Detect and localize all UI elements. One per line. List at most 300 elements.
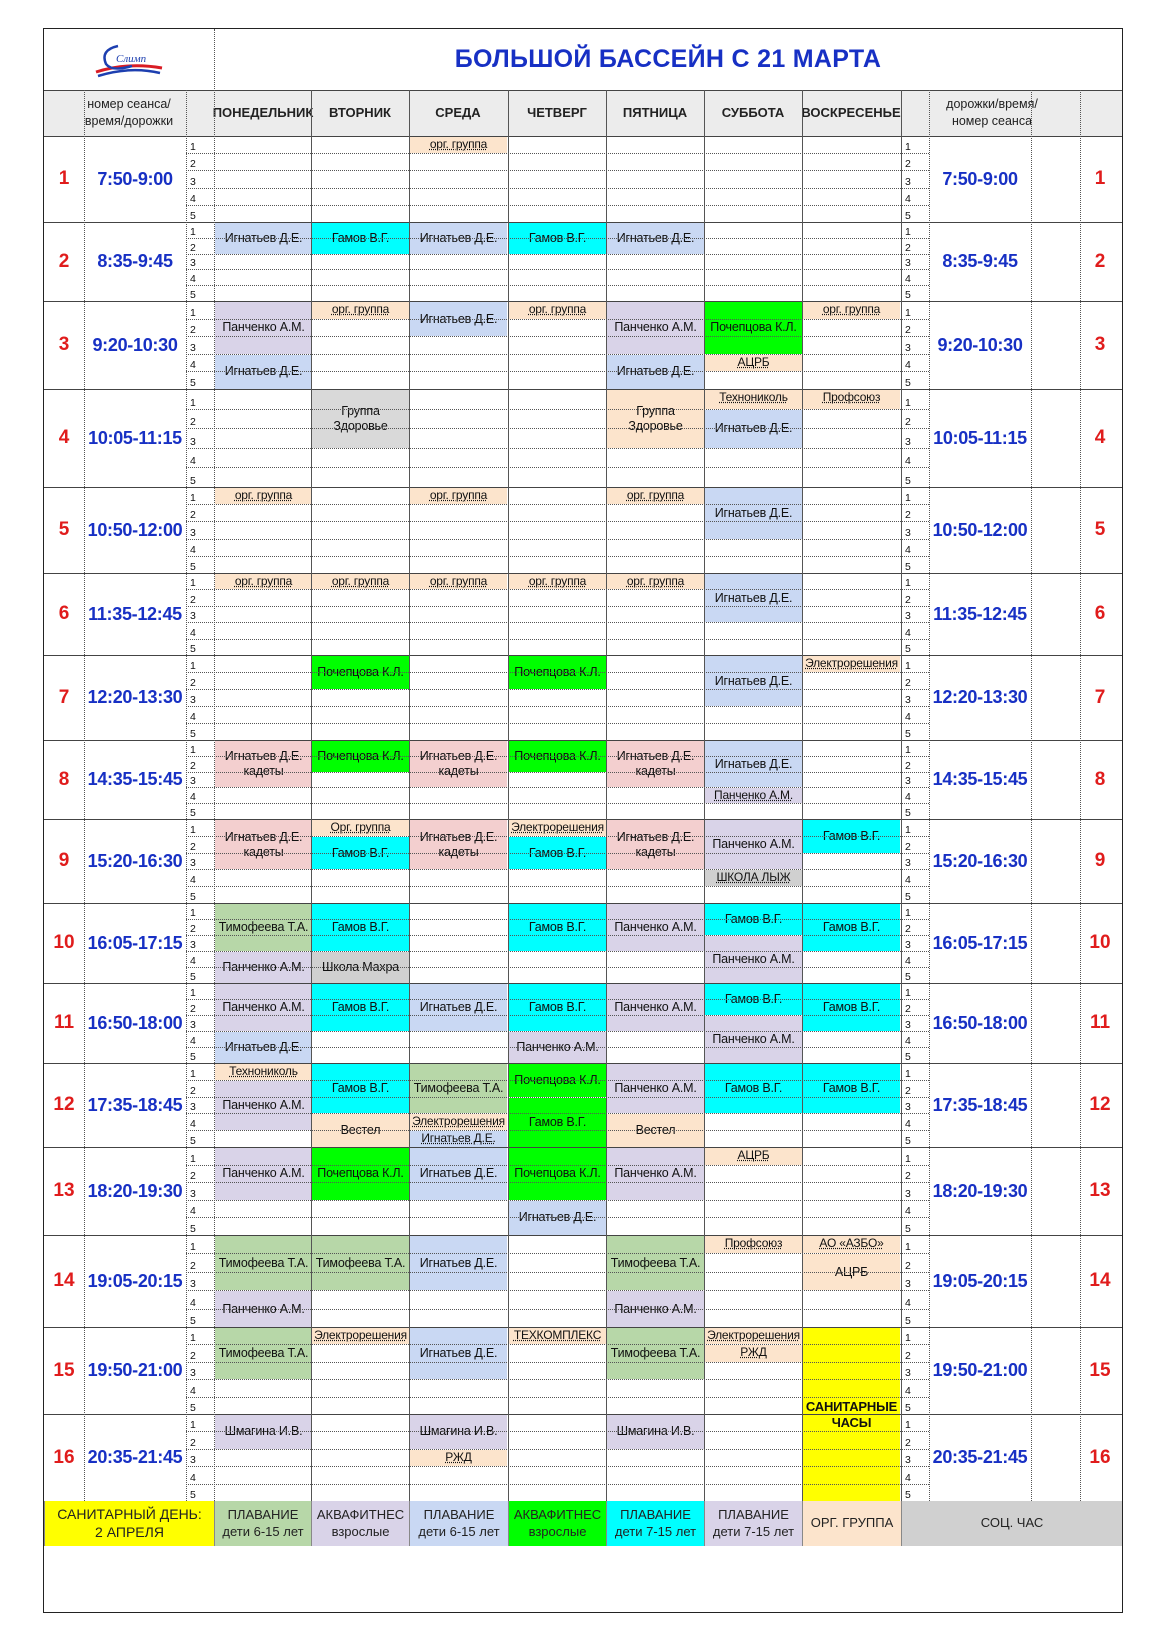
lane-number: 3	[190, 1019, 196, 1031]
lane-number: 5	[905, 643, 911, 655]
schedule-entry: Технониколь	[705, 390, 802, 409]
column-divider	[84, 90, 85, 1501]
lane-divider	[186, 428, 929, 429]
lane-divider	[186, 371, 929, 372]
legend-line: 2 АПРЕЛЯ	[95, 1523, 164, 1540]
lane-number: 5	[905, 1402, 911, 1414]
lane-number: 1	[905, 823, 911, 836]
schedule-entry: Гамов В.Г.	[705, 1064, 802, 1113]
lane-number: 1	[905, 1241, 911, 1254]
lane-divider	[186, 170, 929, 171]
lane-number: 4	[190, 1296, 196, 1309]
schedule-entry: Игнатьев Д.Е. кадеты	[607, 741, 704, 787]
lane-divider	[186, 999, 929, 1000]
session-number: 16	[1089, 1446, 1111, 1468]
lane-number: 1	[190, 1332, 196, 1345]
lane-number: 2	[905, 1003, 911, 1015]
schedule-entry: Электрорешения	[705, 1328, 802, 1344]
schedule-entry: Панченко А.М.	[215, 1291, 312, 1327]
schedule-entry: Гамов В.Г.	[312, 837, 409, 870]
session-number: 3	[58, 334, 70, 355]
schedule-entry: Игнатьев Д.Е.	[509, 1201, 606, 1235]
schedule-entry: Игнатьев Д.Е.	[215, 223, 312, 254]
session-time: 10:50-12:00	[932, 519, 1028, 540]
schedule-entry: Почепцова К.Л.	[509, 741, 606, 772]
legend-line: дети 6-15 лет	[418, 1523, 500, 1539]
lane-number: 5	[905, 377, 911, 389]
lane-divider	[186, 1344, 929, 1345]
lane-number: 4	[190, 1471, 196, 1484]
legend-item	[311, 1501, 409, 1546]
schedule-entry: Почепцова К.Л.	[705, 302, 802, 354]
lane-number: 4	[190, 955, 196, 967]
schedule-entry: орг. группа	[509, 574, 606, 589]
lane-divider	[186, 951, 929, 952]
lane-number: 5	[905, 289, 911, 301]
lane-number: 5	[190, 1223, 196, 1235]
schedule-entry: Тимофеева Т.А.	[607, 1328, 704, 1379]
lane-number: 2	[190, 840, 196, 853]
session-number: 10	[1089, 932, 1111, 953]
session-time: 15:20-16:30	[932, 850, 1028, 871]
lane-number: 3	[190, 1101, 196, 1114]
lane-number: 2	[905, 759, 911, 772]
schedule-entry: Группа Здоровье	[607, 390, 704, 448]
header-divider	[44, 136, 1122, 137]
lane-number: 2	[190, 241, 196, 254]
lane-number: 4	[905, 711, 911, 723]
session-time: 7:50-9:00	[942, 168, 1018, 189]
lane-number: 2	[905, 1170, 911, 1183]
day-header-4: ПЯТНИЦА	[622, 105, 688, 121]
lane-divider	[186, 269, 929, 270]
lane-number: 1	[905, 1152, 911, 1165]
lane-number: 1	[190, 306, 196, 319]
lane-divider	[186, 319, 929, 320]
schedule-entry: Игнатьев Д.Е.	[607, 355, 704, 389]
lane-number: 4	[905, 543, 911, 556]
lane-number: 2	[190, 1170, 196, 1183]
schedule-entry: орг. группа	[312, 302, 409, 319]
lane-divider	[186, 1253, 929, 1254]
session-number: 15	[1089, 1359, 1111, 1381]
lane-number: 1	[905, 225, 911, 238]
schedule-entry: Вестел	[312, 1114, 409, 1147]
lane-number: 4	[905, 359, 911, 372]
session-time: 19:50-21:00	[932, 1360, 1028, 1380]
lane-divider	[186, 1200, 929, 1201]
schedule-entry: Панченко А.М.	[215, 952, 312, 983]
page-title: БОЛЬШОЙ БАССЕЙН С 21 МАРТА	[454, 45, 882, 73]
lane-divider	[186, 723, 929, 724]
lane-divider	[186, 354, 929, 355]
lane-number: 2	[190, 1003, 196, 1015]
lane-number: 2	[190, 593, 196, 606]
lane-divider	[186, 254, 929, 255]
lane-number: 2	[190, 1259, 196, 1272]
lane-divider	[186, 1431, 929, 1432]
lane-divider	[186, 1362, 929, 1363]
lane-number: 4	[905, 1296, 911, 1309]
lane-number: 3	[190, 857, 196, 870]
lane-number: 3	[905, 1019, 911, 1031]
schedule-entry: Панченко А.М.	[215, 1081, 312, 1130]
schedule-entry: Гамов В.Г.	[803, 820, 900, 853]
lane-number: 1	[905, 492, 911, 505]
session-number: 6	[1094, 603, 1106, 624]
session-time: 10:05-11:15	[88, 427, 182, 448]
schedule-entry: Тимофеева Т.А.	[312, 1236, 409, 1290]
lane-number: 1	[905, 1332, 911, 1345]
lane-number: 1	[905, 907, 911, 919]
schedule-entry: АЦРБ	[705, 355, 802, 372]
schedule-entry: Гамов В.Г.	[312, 1064, 409, 1113]
legend-item	[901, 1501, 1122, 1546]
lane-divider	[186, 409, 929, 410]
lane-divider	[186, 188, 929, 189]
schedule-entry: Гамов В.Г.	[509, 837, 606, 870]
lane-number: 1	[905, 396, 911, 409]
lane-divider	[186, 448, 929, 449]
schedule-entry: Игнатьев Д.Е.	[410, 1148, 507, 1200]
lane-divider	[186, 1097, 929, 1098]
lane-number: 3	[190, 1454, 196, 1467]
lane-number: 4	[905, 1118, 911, 1131]
lane-number: 1	[190, 1419, 196, 1432]
lane-number: 2	[190, 1349, 196, 1362]
schedule-entry: Тимофеева Т.А.	[215, 1328, 312, 1379]
session-time: 16:50-18:00	[932, 1012, 1028, 1033]
schedule-entry: Игнатьев Д.Е.	[705, 410, 802, 448]
schedule-entry: Панченко А.М.	[509, 1032, 606, 1063]
lane-number: 4	[905, 955, 911, 967]
day-header-0: ПОНЕДЕЛЬНИК	[212, 105, 314, 121]
schedule-entry: орг. группа	[509, 302, 606, 319]
schedule-entry: Школа Махра	[312, 952, 409, 983]
lane-number: 1	[905, 141, 911, 154]
lane-divider	[186, 1272, 929, 1273]
schedule-entry: АО «АЗБО»	[803, 1236, 900, 1253]
session-time: 16:05-17:15	[932, 932, 1028, 953]
lane-number: 2	[905, 840, 911, 853]
lane-number: 5	[190, 1315, 196, 1327]
lane-divider	[186, 787, 929, 788]
legend-line: взрослые	[331, 1523, 390, 1539]
session-number: 12	[53, 1094, 75, 1115]
lane-number: 3	[905, 257, 911, 270]
schedule-entry: орг. группа	[312, 574, 409, 589]
schedule-entry: орг. группа	[607, 574, 704, 589]
legend-line: ОРГ. ГРУППА	[810, 1515, 894, 1531]
schedule-entry: Игнатьев Д.Е.	[410, 1236, 507, 1290]
session-number: 5	[1094, 519, 1106, 540]
session-number: 8	[58, 768, 70, 790]
sanitary-hours-block: САНИТАРНЫЕ ЧАСЫ	[803, 1328, 900, 1501]
lane-number: 5	[190, 728, 196, 740]
legend-line: ПЛАВАНИЕ	[620, 1507, 691, 1523]
lane-number: 3	[190, 341, 196, 354]
lane-number: 3	[905, 526, 911, 539]
lane-divider	[186, 1466, 929, 1467]
schedule-entry: Тимофеева Т.А.	[215, 1236, 312, 1290]
column-divider	[409, 90, 410, 1501]
lane-divider	[186, 853, 929, 854]
lane-divider	[186, 836, 929, 837]
lane-number: 3	[905, 1101, 911, 1114]
lane-divider	[186, 238, 929, 239]
lane-divider	[186, 967, 929, 968]
day-header-5: СУББОТА	[721, 105, 785, 121]
lane-number: 2	[905, 509, 911, 522]
schedule-entry: Гамов В.Г.	[803, 1064, 900, 1113]
session-number: 7	[58, 686, 70, 708]
schedule-entry: Игнатьев Д.Е. кадеты	[215, 820, 312, 869]
lane-number: 5	[905, 1051, 911, 1063]
schedule-entry: Игнатьев Д.Е.	[705, 741, 802, 787]
lane-number: 4	[905, 273, 911, 286]
session-number: 16	[53, 1446, 75, 1468]
legend-item	[44, 1501, 214, 1546]
schedule-entry: Игнатьев Д.Е.	[705, 574, 802, 622]
lane-number: 5	[190, 289, 196, 301]
schedule-entry: ШКОЛА ЛЫЖ	[705, 870, 802, 886]
lane-divider	[186, 756, 929, 757]
schedule-entry: Игнатьев Д.Е.	[410, 984, 507, 1031]
schedule-entry: Почепцова К.Л.	[312, 656, 409, 689]
lane-number: 2	[905, 923, 911, 935]
session-number: 10	[53, 932, 75, 953]
legend-line: взрослые	[528, 1523, 587, 1539]
lane-number: 4	[190, 791, 196, 804]
lane-number: 4	[190, 711, 196, 723]
lane-number: 4	[905, 1384, 911, 1397]
lane-number: 2	[190, 158, 196, 171]
lane-number: 4	[905, 192, 911, 205]
lane-number: 2	[190, 416, 196, 429]
session-time: 7:50-9:00	[97, 168, 173, 189]
lane-divider	[186, 1015, 929, 1016]
lane-number: 3	[190, 175, 196, 188]
session-time: 17:35-18:45	[87, 1094, 183, 1115]
lane-number: 1	[190, 1241, 196, 1254]
column-divider	[802, 90, 803, 1501]
schedule-entry: Игнатьев Д.Е.	[607, 223, 704, 254]
session-time: 18:20-19:30	[932, 1180, 1028, 1201]
lane-number: 3	[190, 1367, 196, 1380]
lane-number: 1	[905, 743, 911, 756]
lane-number: 3	[905, 939, 911, 951]
title-divider	[44, 90, 1122, 91]
legend-item	[508, 1501, 606, 1546]
session-number: 2	[58, 250, 70, 272]
session-time: 18:20-19:30	[87, 1180, 183, 1201]
legend-line: дети 7-15 лет	[614, 1523, 697, 1539]
lane-number: 5	[905, 475, 911, 487]
session-time: 11:35-12:45	[88, 603, 182, 624]
lane-number: 2	[190, 923, 196, 935]
lane-number: 3	[190, 939, 196, 951]
schedule-entry: Игнатьев Д.Е.	[410, 1328, 507, 1379]
legend-line: СОЦ. ЧАС	[980, 1515, 1044, 1531]
session-time: 11:35-12:45	[933, 603, 1027, 624]
legend-item	[606, 1501, 704, 1546]
lane-divider	[186, 589, 929, 590]
lane-number: 5	[190, 971, 196, 983]
lane-number: 5	[190, 561, 196, 573]
lane-number: 2	[190, 324, 196, 337]
lane-number: 3	[190, 1187, 196, 1200]
schedule-entry: Панченко А.М.	[215, 302, 312, 354]
lane-number: 1	[190, 1067, 196, 1080]
lane-number: 5	[905, 807, 911, 819]
schedule-entry: ТЕХКОМПЛЕКС	[509, 1328, 606, 1344]
lane-number: 5	[190, 1489, 196, 1501]
lane-number: 1	[905, 660, 911, 672]
schedule-entry: Игнатьев Д.Е. кадеты	[607, 820, 704, 869]
session-time: 20:35-21:45	[932, 1447, 1028, 1467]
session-time: 8:35-9:45	[942, 251, 1018, 271]
lane-number: 5	[905, 971, 911, 983]
session-time: 19:50-21:00	[87, 1360, 183, 1380]
lane-divider	[186, 1113, 929, 1114]
lane-number: 3	[905, 175, 911, 188]
schedule-entry: Орг. группа	[312, 820, 409, 836]
lane-number: 1	[905, 987, 911, 999]
session-number: 15	[53, 1359, 75, 1381]
schedule-entry: Игнатьев Д.Е. кадеты	[410, 741, 507, 787]
lane-divider	[186, 205, 929, 206]
session-number: 9	[58, 850, 70, 871]
lane-number: 3	[190, 775, 196, 788]
lane-number: 2	[190, 1436, 196, 1449]
logo-cell	[44, 29, 214, 90]
lane-number: 4	[190, 1118, 196, 1131]
column-divider	[1080, 90, 1081, 1501]
lane-number: 4	[190, 874, 196, 887]
session-number: 4	[58, 427, 70, 448]
lane-number: 1	[190, 396, 196, 409]
lane-divider	[186, 1290, 929, 1291]
schedule-entry: Почепцова К.Л.	[312, 1148, 409, 1200]
schedule-entry: орг. группа	[215, 574, 312, 589]
lane-divider	[186, 504, 929, 505]
schedule-entry: Игнатьев Д.Е.	[410, 1131, 507, 1147]
lane-number: 1	[190, 577, 196, 590]
lane-divider	[186, 706, 929, 707]
schedule-entry: Игнатьев Д.Е.	[215, 1032, 312, 1063]
lane-number: 4	[190, 543, 196, 556]
lane-number: 3	[190, 435, 196, 448]
legend-line: дети 6-15 лет	[222, 1523, 304, 1539]
schedule-entry: Панченко А.М.	[607, 1291, 704, 1327]
lane-divider	[186, 467, 929, 468]
session-number: 13	[53, 1180, 75, 1201]
schedule-entry: Технониколь	[215, 1064, 312, 1080]
lane-number: 2	[905, 324, 911, 337]
schedule-entry: Панченко А.М.	[215, 1148, 312, 1200]
lane-number: 4	[190, 455, 196, 468]
schedule-entry: Электрорешения	[803, 656, 900, 672]
session-number: 9	[1094, 850, 1106, 871]
lane-number: 1	[190, 743, 196, 756]
schedule-entry: Игнатьев Д.Е.	[410, 223, 507, 254]
lane-number: 1	[905, 1067, 911, 1080]
session-time: 19:05-20:15	[87, 1270, 183, 1291]
column-divider	[186, 90, 187, 1501]
lane-number: 2	[190, 1084, 196, 1097]
session-time: 17:35-18:45	[932, 1094, 1028, 1115]
schedule-entry: Панченко А.М.	[607, 1064, 704, 1113]
lane-number: 5	[905, 1135, 911, 1147]
lane-number: 3	[905, 1278, 911, 1291]
lane-number: 5	[905, 1315, 911, 1327]
schedule-entry: Гамов В.Г.	[509, 1098, 606, 1147]
schedule-entry: Электрорешения	[410, 1114, 507, 1130]
lane-number: 1	[905, 1419, 911, 1432]
lane-divider	[186, 336, 929, 337]
day-header-3: ЧЕТВЕРГ	[527, 105, 587, 121]
schedule-entry: Шмагина И.В.	[215, 1415, 312, 1449]
lane-number: 5	[190, 210, 196, 222]
lane-number: 5	[190, 807, 196, 819]
lane-number: 5	[190, 643, 196, 655]
lane-number: 5	[905, 728, 911, 740]
schedule-entry: Профсоюз	[803, 390, 900, 409]
schedule-entry: АЦРБ	[803, 1254, 900, 1290]
session-time: 14:35-15:45	[87, 769, 183, 789]
lane-number: 4	[190, 1035, 196, 1047]
legend-line: ПЛАВАНИЕ	[227, 1507, 299, 1523]
column-divider	[508, 90, 509, 1501]
lane-number: 5	[190, 1051, 196, 1063]
session-time: 9:20-10:30	[937, 334, 1023, 355]
lane-number: 5	[905, 1223, 911, 1235]
lane-number: 3	[905, 610, 911, 623]
lane-number: 2	[190, 509, 196, 522]
schedule-entry: Панченко А.М.	[607, 904, 704, 951]
column-divider	[901, 90, 902, 1501]
schedule-entry: РЖД	[705, 1345, 802, 1361]
header-left: номер сеанса/ время/дорожки	[84, 97, 174, 128]
lane-number: 2	[905, 677, 911, 689]
lane-number: 3	[905, 341, 911, 354]
lane-number: 4	[905, 1035, 911, 1047]
lane-divider	[186, 1031, 929, 1032]
lane-divider	[186, 886, 929, 887]
lane-number: 4	[190, 1205, 196, 1218]
schedule-entry: Почепцова К.Л.	[509, 1064, 606, 1097]
schedule-entry: Группа Здоровье	[312, 390, 409, 448]
lane-divider	[186, 606, 929, 607]
schedule-entry: Панченко А.М.	[607, 984, 704, 1031]
lane-number: 4	[190, 1384, 196, 1397]
lane-divider	[186, 1217, 929, 1218]
schedule-entry: Игнатьев Д.Е.	[705, 488, 802, 539]
lane-number: 1	[190, 1152, 196, 1165]
lane-number: 2	[905, 1349, 911, 1362]
lane-number: 1	[905, 577, 911, 590]
session-number: 14	[53, 1270, 75, 1291]
schedule-entry: Игнатьев Д.Е. кадеты	[410, 820, 507, 869]
schedule-entry: Гамов В.Г.	[803, 904, 900, 951]
schedule-entry: Тимофеева Т.А.	[410, 1064, 507, 1113]
lane-number: 2	[190, 677, 196, 689]
svg-text:Слимп: Слимп	[116, 52, 147, 65]
lane-number: 3	[190, 257, 196, 270]
lane-number: 5	[190, 475, 196, 487]
lane-number: 1	[190, 660, 196, 672]
lane-number: 4	[190, 273, 196, 286]
